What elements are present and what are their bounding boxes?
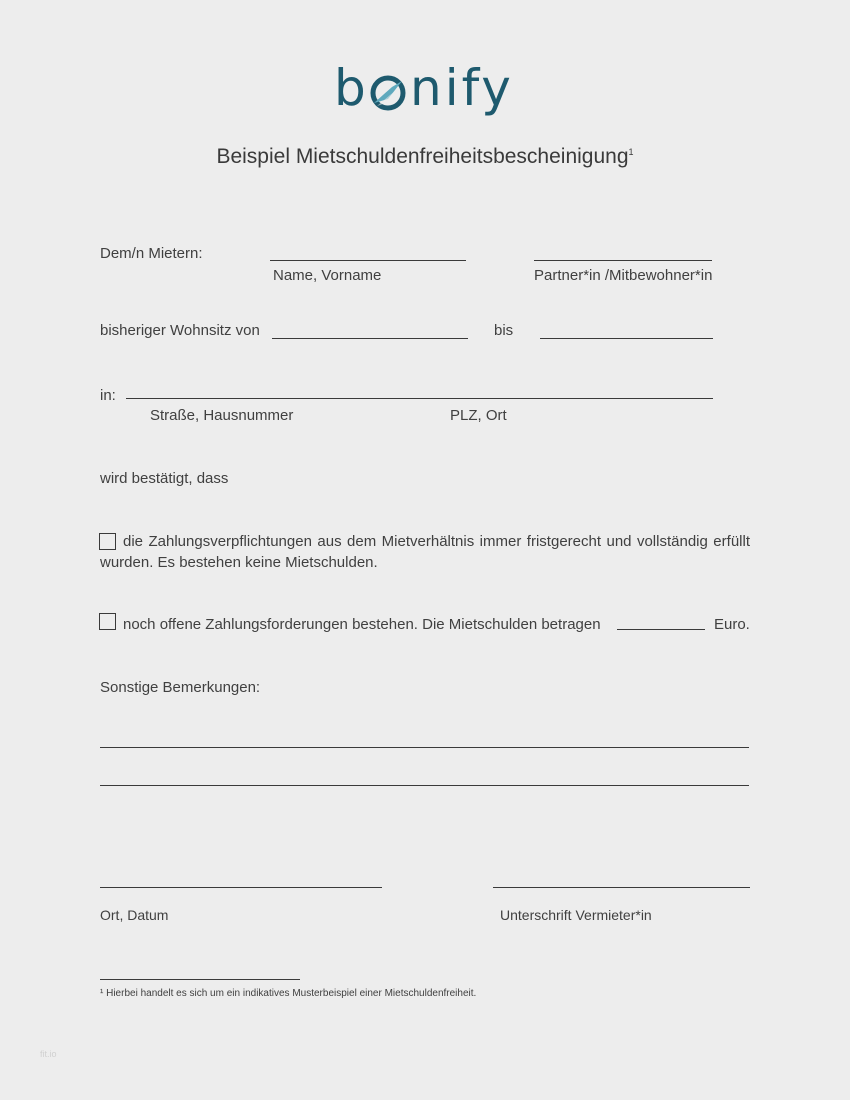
title-text: Beispiel Mietschuldenfreiheitsbescheinigung — [216, 145, 629, 168]
residence-until-field[interactable] — [540, 338, 713, 339]
logo-wordmark: nify — [410, 59, 514, 117]
logo-letter-b: b — [334, 59, 369, 117]
footnote-text: ¹ Hierbei handelt es sich um ein indikatives Musterbeispiel einer Mietschuldenfreiheit. — [100, 988, 477, 999]
open-debts-checkbox[interactable] — [99, 613, 116, 630]
debt-amount-field[interactable] — [617, 629, 705, 630]
page-title — [0, 145, 850, 169]
tenants-label: Dem/n Mietern: — [100, 245, 203, 262]
residence-from-field[interactable] — [272, 338, 468, 339]
remarks-line-2[interactable] — [100, 785, 749, 786]
open-debts-text: noch offene Zahlungsforderungen bestehen. Die Mietschulden betragen — [123, 616, 601, 633]
partner-caption: Partner*in /Mitbewohner*in — [534, 267, 713, 284]
remarks-label: Sonstige Bemerkungen: — [100, 679, 261, 696]
city-caption: PLZ, Ort — [450, 407, 507, 424]
confirm-text: wird bestätigt, dass — [100, 470, 229, 487]
residence-label: bisheriger Wohnsitz von — [100, 322, 260, 339]
address-field[interactable] — [126, 398, 713, 399]
street-caption: Straße, Hausnummer — [150, 407, 294, 424]
place-date-field[interactable] — [100, 887, 382, 888]
watermark: fit.io — [40, 1049, 57, 1059]
address-label: in: — [100, 387, 116, 404]
footnote-divider — [100, 979, 300, 980]
currency-label: Euro. — [714, 616, 750, 633]
no-debts-text: die Zahlungsverpflichtungen aus dem Mietverhältnis immer fristgerecht und vollständig erfüllt wurden. Es bestehen keine Mietschulden. — [100, 533, 750, 571]
title-footnote-marker: 1 — [628, 147, 634, 157]
landlord-signature-field[interactable] — [493, 887, 750, 888]
residence-until-label: bis — [494, 322, 514, 339]
bonify-logo — [334, 55, 514, 121]
tenant-name-field[interactable] — [270, 260, 466, 261]
landlord-signature-caption: Unterschrift Vermieter*in — [500, 907, 652, 923]
tenant-name-caption: Name, Vorname — [273, 267, 382, 284]
place-date-caption: Ort, Datum — [100, 907, 169, 923]
partner-name-field[interactable] — [534, 260, 712, 261]
remarks-line-1[interactable] — [100, 747, 749, 748]
logo-mark-icon — [368, 73, 408, 113]
